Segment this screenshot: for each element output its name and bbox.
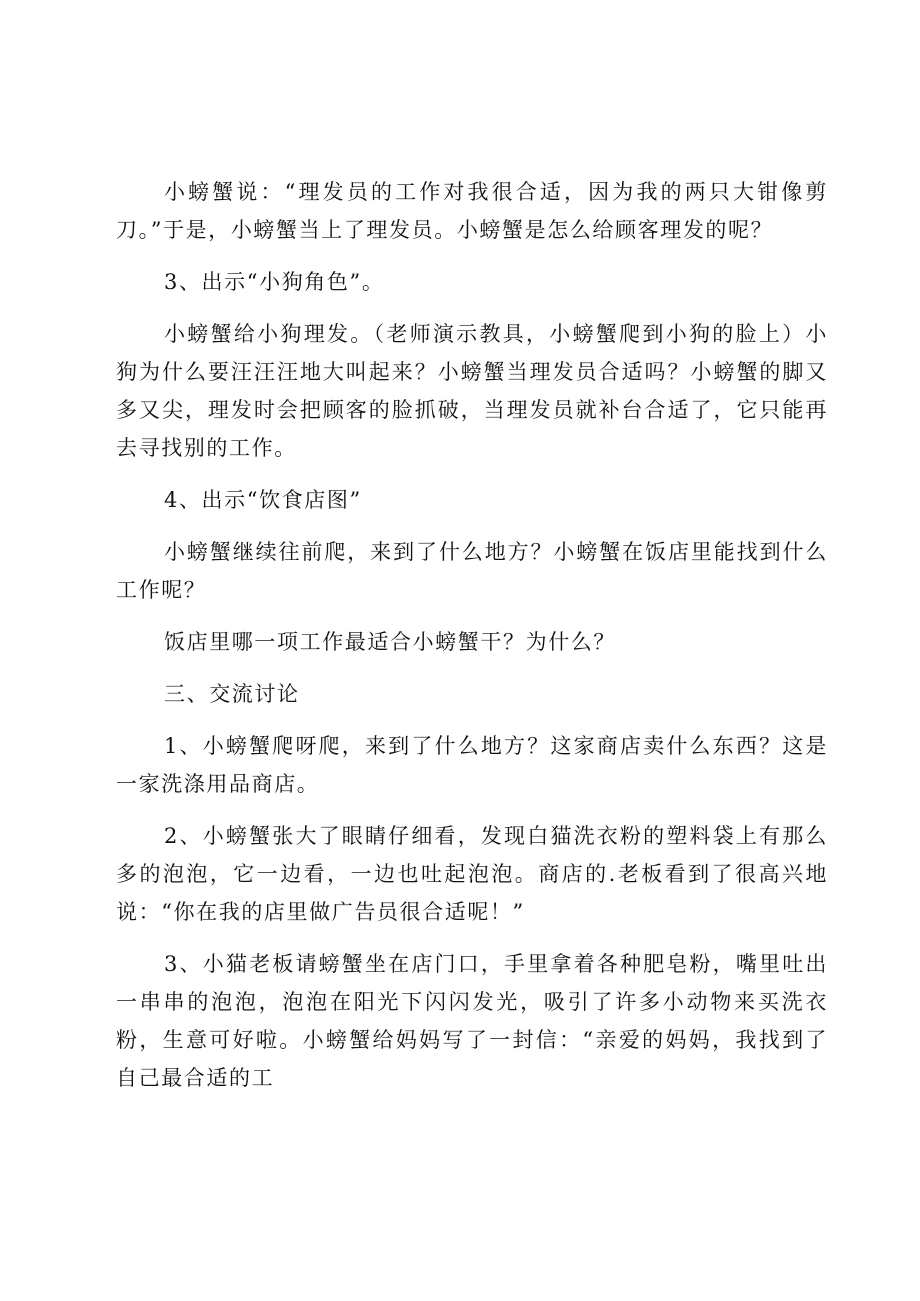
paragraph-step-4-heading: 4、出示“饮食店图” (164, 488, 362, 512)
paragraph-restaurant-question: 小螃蟹继续往前爬，来到了什么地方？小螃蟹在饭店里能找到什么工作呢？ (116, 540, 828, 602)
paragraph-barber-intro: 小螃蟹说：“理发员的工作对我很合适，因为我的两只大钳像剪刀。”于是，小螃蟹当上了理发员。小螃蟹是怎么给顾客理发的呢？ (116, 180, 828, 242)
paragraph-restaurant-job-question: 饭店里哪一项工作最适合小螃蟹干？为什么？ (164, 630, 616, 654)
section-heading-discussion: 三、交流讨论 (164, 682, 300, 706)
paragraph-step-3-heading: 3、出示“小狗角色”。 (164, 270, 385, 294)
paragraph-discussion-3: 3、小猫老板请螃蟹坐在店门口，手里拿着各种肥皂粉，嘴里吐出一串串的泡泡，泡泡在阳光下闪闪发光，吸引了许多小动物来买洗衣粉，生意可好啦。小螃蟹给妈妈写了一封信：“亲爱的妈妈，我找到了自己最合适的工 (116, 952, 828, 1090)
paragraph-discussion-2: 2、小螃蟹张大了眼睛仔细看，发现白猫洗衣粉的塑料袋上有那么多的泡泡，它一边看，一边也吐起泡泡。商店的.老板看到了很高兴地说：“你在我的店里做广告员很合适呢！” (116, 824, 828, 924)
paragraph-puppy-haircut: 小螃蟹给小狗理发。（老师演示教具，小螃蟹爬到小狗的脸上）小狗为什么要汪汪汪地大叫起来？小螃蟹当理发员合适吗？小螃蟹的脚又多又尖，理发时会把顾客的脸抓破，当理发员就补台合适了，它只能再去寻找别的工作。 (116, 322, 828, 460)
paragraph-discussion-1: 1、小螃蟹爬呀爬，来到了什么地方？这家商店卖什么东西？这是一家洗涤用品商店。 (116, 734, 828, 796)
document-body (116, 173, 828, 1111)
